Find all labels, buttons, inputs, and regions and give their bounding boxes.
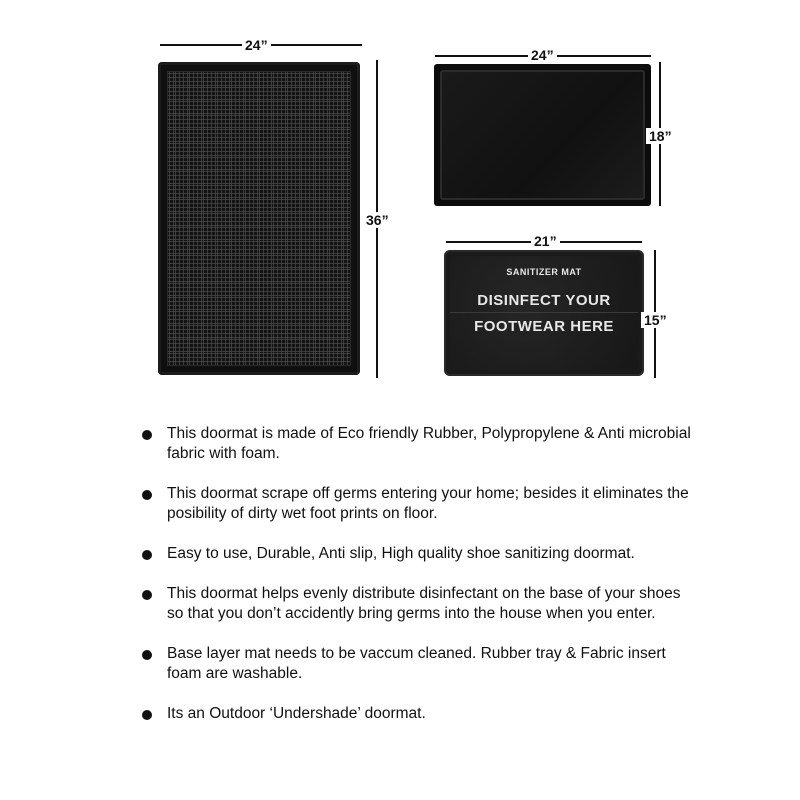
sanitizer-mat-image	[444, 250, 644, 376]
large-mat-height-label: 36”	[363, 212, 392, 228]
feature-text: This doormat helps evenly distribute disinfectant on the base of your shoes so that you don’t accidently bring germs into the house when you enter.	[167, 585, 681, 622]
sanitizer-height-label: 15”	[641, 312, 670, 328]
feature-item	[140, 584, 700, 624]
feature-list	[140, 424, 700, 724]
feature-text: This doormat is made of Eco friendly Rubber, Polypropylene & Anti microbial fabric with foam.	[167, 425, 691, 462]
feature-item	[140, 544, 700, 564]
feature-item	[140, 704, 700, 724]
sanitizer-mat-headline-line-1: DISINFECT YOUR	[477, 292, 611, 309]
large-mat-width-label: 24”	[242, 37, 271, 53]
feature-text: Base layer mat needs to be vaccum cleaned. Rubber tray & Fabric insert foam are washable.	[167, 645, 666, 682]
bullet-icon	[142, 710, 152, 720]
feature-item	[140, 484, 700, 524]
bullet-icon	[142, 430, 152, 440]
large-doormat-image	[158, 62, 360, 375]
sanitizer-width-label: 21”	[531, 233, 560, 249]
feature-text: Easy to use, Durable, Anti slip, High quality shoe sanitizing doormat.	[167, 545, 635, 562]
bullet-icon	[142, 490, 152, 500]
bullet-icon	[142, 550, 152, 560]
bullet-icon	[142, 650, 152, 660]
feature-text: This doormat scrape off germs entering your home; besides it eliminates the posibility of dirty wet foot prints on floor.	[167, 485, 689, 522]
feature-item	[140, 644, 700, 684]
sanitizer-mat-small-label: SANITIZER MAT	[506, 267, 582, 277]
sanitizer-mat-seam	[450, 312, 638, 313]
sanitizer-mat-headline-line-2: FOOTWEAR HERE	[474, 318, 614, 335]
feature-item	[140, 424, 700, 464]
tray-width-label: 24”	[528, 47, 557, 63]
doormat-weave-pattern	[167, 71, 351, 366]
bullet-icon	[142, 590, 152, 600]
tray-rim	[440, 70, 645, 200]
tray-height-label: 18”	[646, 128, 675, 144]
feature-text: Its an Outdoor ‘Undershade’ doormat.	[167, 705, 426, 722]
rubber-tray-image	[434, 64, 651, 206]
